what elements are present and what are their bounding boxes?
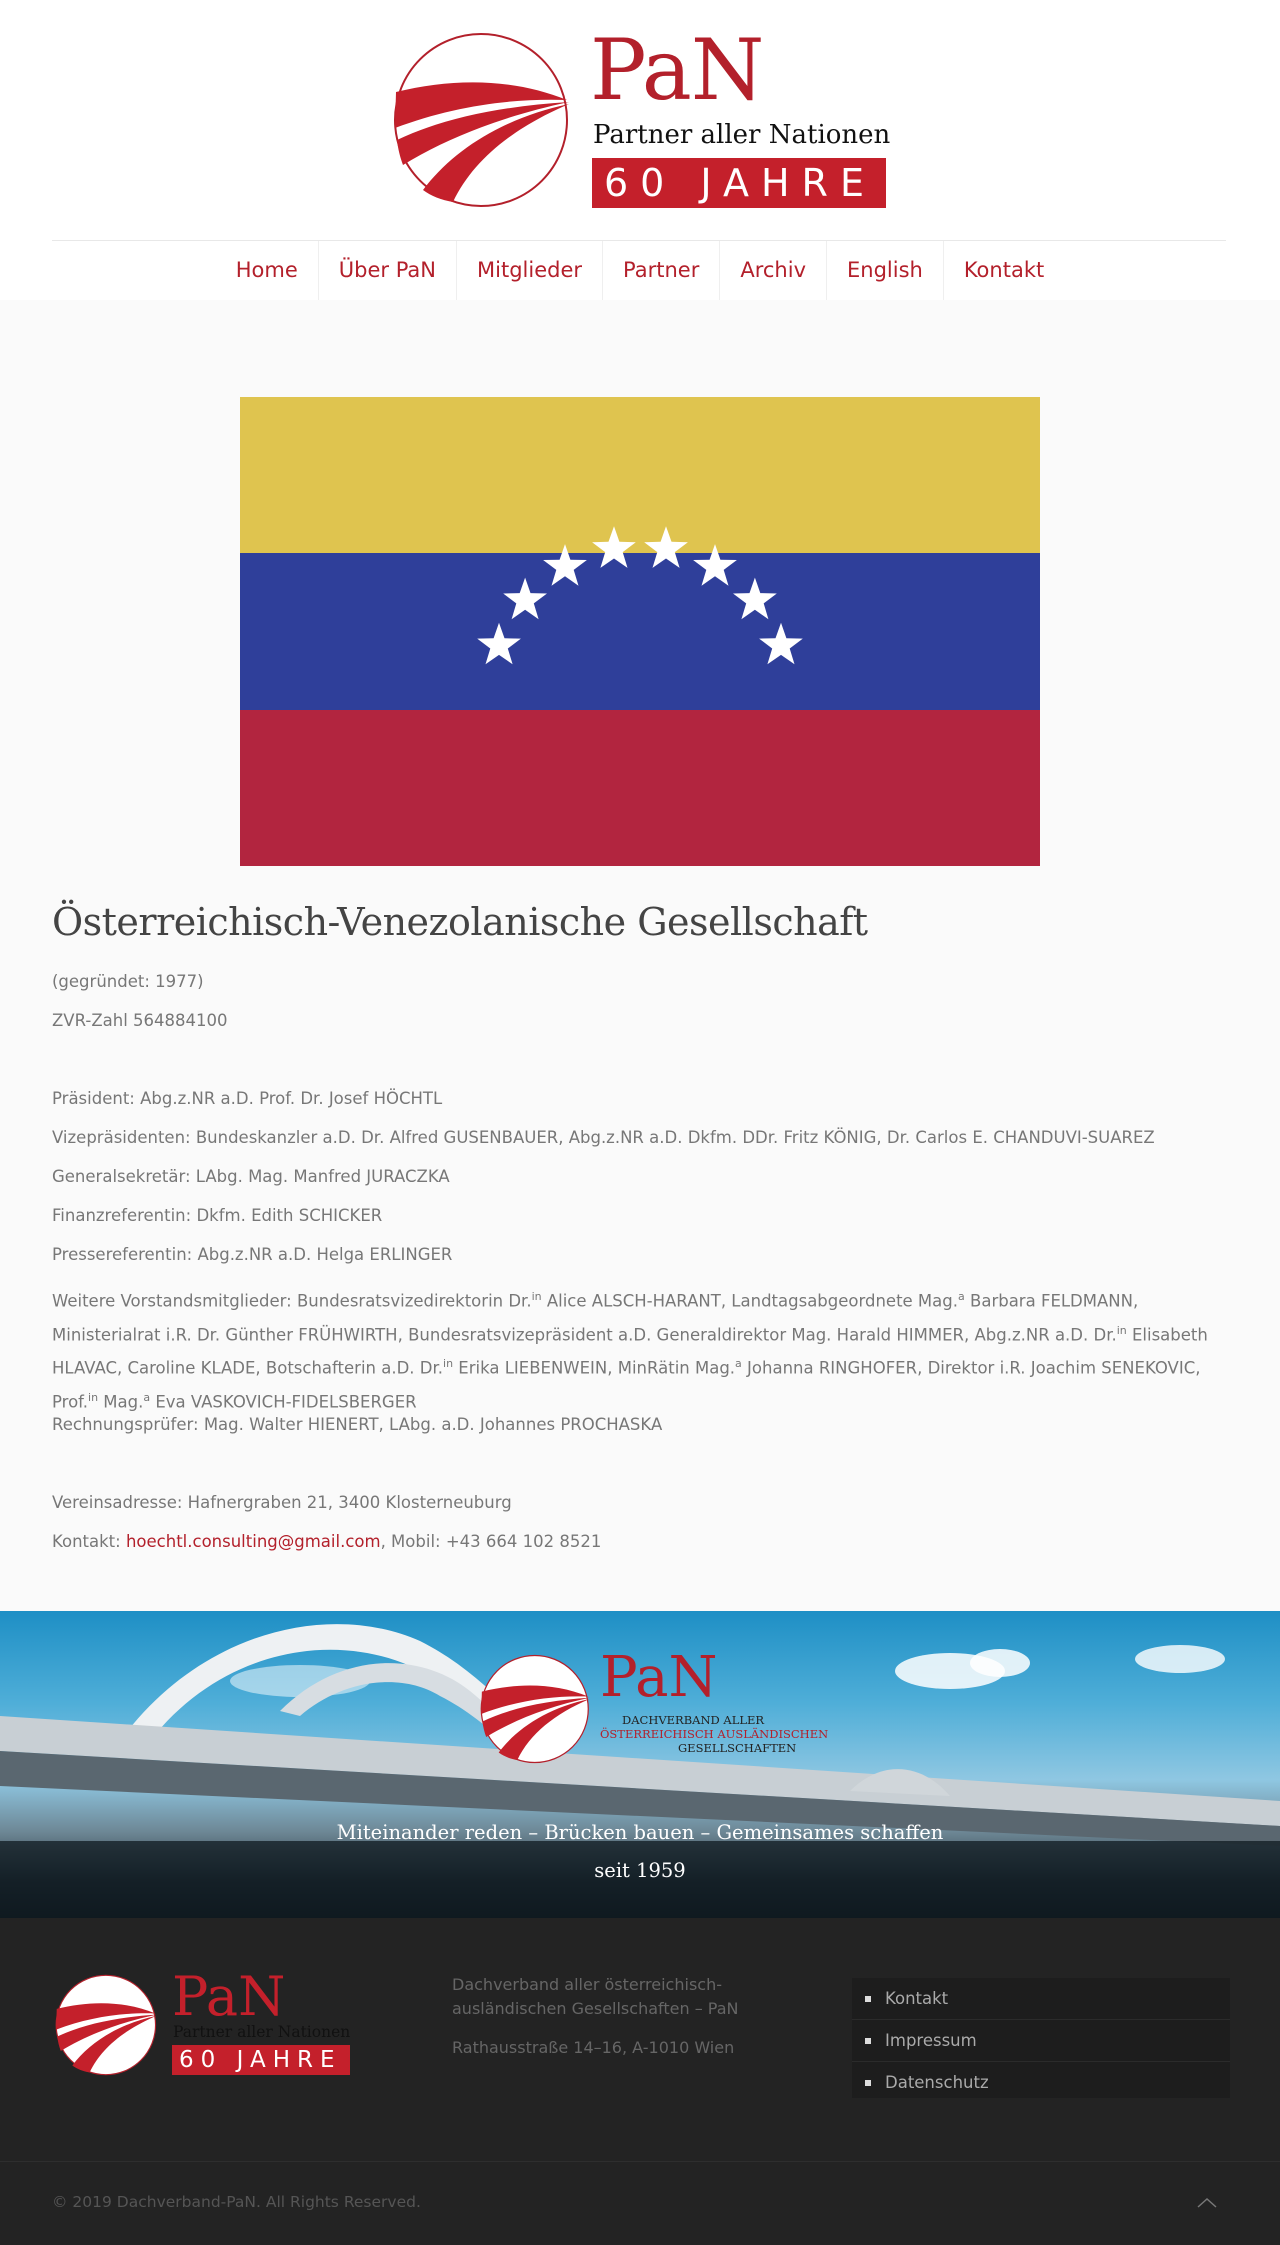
page-title: Österreichisch-Venezolanische Gesellschaft	[52, 900, 868, 944]
flag-star	[759, 623, 803, 665]
vice-presidents-text: Vizepräsidenten: Bundeskanzler a.D. Dr. Alfred GUSENBAUER, Abg.z.NR a.D. Dkfm. DDr. Fritz KÖNIG, Dr. Carlos E. CHANDUVI-SUAREZ	[52, 1128, 1155, 1147]
footer-link-impressum[interactable]: Impressum	[852, 2020, 1230, 2062]
banner-logo	[480, 1645, 829, 1771]
flag-star	[543, 544, 587, 586]
president-text: Präsident: Abg.z.NR a.D. Prof. Dr. Josef HÖCHTL	[52, 1089, 443, 1108]
banner-slogan: Miteinander reden – Brücken bauen – Gemeinsames schaffen	[336, 1821, 944, 1844]
nav-partner[interactable]: Partner	[603, 241, 720, 300]
footer-link-datenschutz[interactable]: Datenschutz	[852, 2062, 1230, 2103]
flag-star	[733, 578, 777, 620]
back-to-top-icon[interactable]	[1195, 2193, 1219, 2213]
footer-org-info	[452, 1973, 772, 2060]
nav-mitglieder[interactable]: Mitglieder	[457, 241, 603, 300]
site-header	[0, 0, 1280, 300]
footer-logo-emblem	[55, 1973, 159, 2077]
footer-logo-anniversary: 60 JAHRE	[172, 2045, 350, 2075]
site-logo[interactable]	[393, 21, 893, 215]
nav-home[interactable]: Home	[216, 241, 319, 300]
contact-line: Kontakt: hoechtl.consulting@gmail.com, Mobil: +43 664 102 8521	[52, 1532, 602, 1551]
footer-org-name: Dachverband aller österreichisch-ausländischen Gesellschaften – PaN	[452, 1975, 739, 2018]
flag-star	[503, 578, 547, 620]
footer-address: Rathausstraße 14–16, A-1010 Wien	[452, 2038, 735, 2057]
flag-star	[592, 526, 636, 568]
pan-logo-emblem	[393, 30, 573, 210]
footer-logo-brand: PaN	[172, 1965, 286, 2028]
nav-ueber-pan[interactable]: Über PaN	[319, 241, 457, 300]
logo-brand: PaN	[590, 21, 764, 119]
logo-tagline: Partner aller Nationen	[593, 120, 891, 150]
venezuela-flag-image	[240, 397, 1040, 866]
zvr-number: ZVR-Zahl 564884100	[52, 1011, 228, 1030]
secretary-text: Generalsekretär: LAbg. Mag. Manfred JURACZKA	[52, 1167, 450, 1186]
main-navigation	[0, 241, 1280, 300]
founded-text: (gegründet: 1977)	[52, 972, 204, 991]
flag-star	[644, 526, 688, 568]
banner-logo-brand: PaN	[600, 1645, 718, 1710]
copyright-text: © 2019 Dachverband-PaN. All Rights Reserved.	[52, 2193, 421, 2211]
bridge-banner	[0, 1611, 1280, 1918]
footer-logo-tagline: Partner aller Nationen	[173, 2023, 351, 2041]
nav-kontakt[interactable]: Kontakt	[963, 258, 1045, 282]
finance-text: Finanzreferentin: Dkfm. Edith SCHICKER	[52, 1206, 383, 1225]
flag-star	[477, 623, 521, 665]
banner-logo-emblem	[480, 1653, 592, 1765]
footer-link-kontakt[interactable]: Kontakt	[852, 1978, 1230, 2020]
footer-menu	[852, 1978, 1230, 2098]
address-text: Vereinsadresse: Hafnergraben 21, 3400 Klosterneuburg	[52, 1493, 512, 1512]
nav-archiv[interactable]: Archiv	[720, 241, 827, 300]
logo-anniversary: 60 JAHRE	[592, 158, 886, 208]
banner-logo-line3: GESELLSCHAFTEN	[678, 1741, 797, 1755]
auditors-text: Rechnungsprüfer: Mag. Walter HIENERT, LAbg. a.D. Johannes PROCHASKA	[52, 1415, 663, 1434]
banner-logo-line1: DACHVERBAND ALLER	[622, 1713, 765, 1727]
banner-logo-line2: ÖSTERREICHISCH AUSLÄNDISCHEN	[600, 1727, 829, 1741]
board-members-text: Weitere Vorstandsmitglieder: Bundesratsvizedirektorin Dr.$^{in}$ Alice ALSCH-HARANT, Landtagsabgeordnete Mag.$^a$ Barbara FELDMANN, Ministerialrat i.R. Dr. Günther FRÜHWIRTH, Bundesratsvizepräsident a.D. Generaldirektor Mag. Harald HIMMER, Abg.z.NR a.D. Dr.$^{in}$ Elisabeth HLAVAC, Caroline KLADE, Botschafterin a.D. Dr.$^{in}$ Erika LIEBENWEIN, MinRätin Mag.$^a$ Johanna RINGHOFER, Direktor i.R. Joachim SENEKOVIC, Prof.$^{in}$ Mag.$^a$ Eva VASKOVICH-FIDELSBERGER	[52, 1290, 1208, 1411]
footer-divider	[0, 2161, 1280, 2162]
flag-star	[693, 544, 737, 586]
contact-email-link[interactable]: hoechtl.consulting@gmail.com	[125, 1532, 381, 1551]
flag-stars	[240, 397, 1040, 866]
footer-logo[interactable]	[55, 1965, 355, 2083]
site-footer	[0, 1918, 1280, 2245]
nav-english[interactable]: English	[827, 241, 944, 300]
press-text: Pressereferentin: Abg.z.NR a.D. Helga ERLINGER	[52, 1245, 453, 1264]
banner-since: seit 1959	[594, 1859, 686, 1882]
